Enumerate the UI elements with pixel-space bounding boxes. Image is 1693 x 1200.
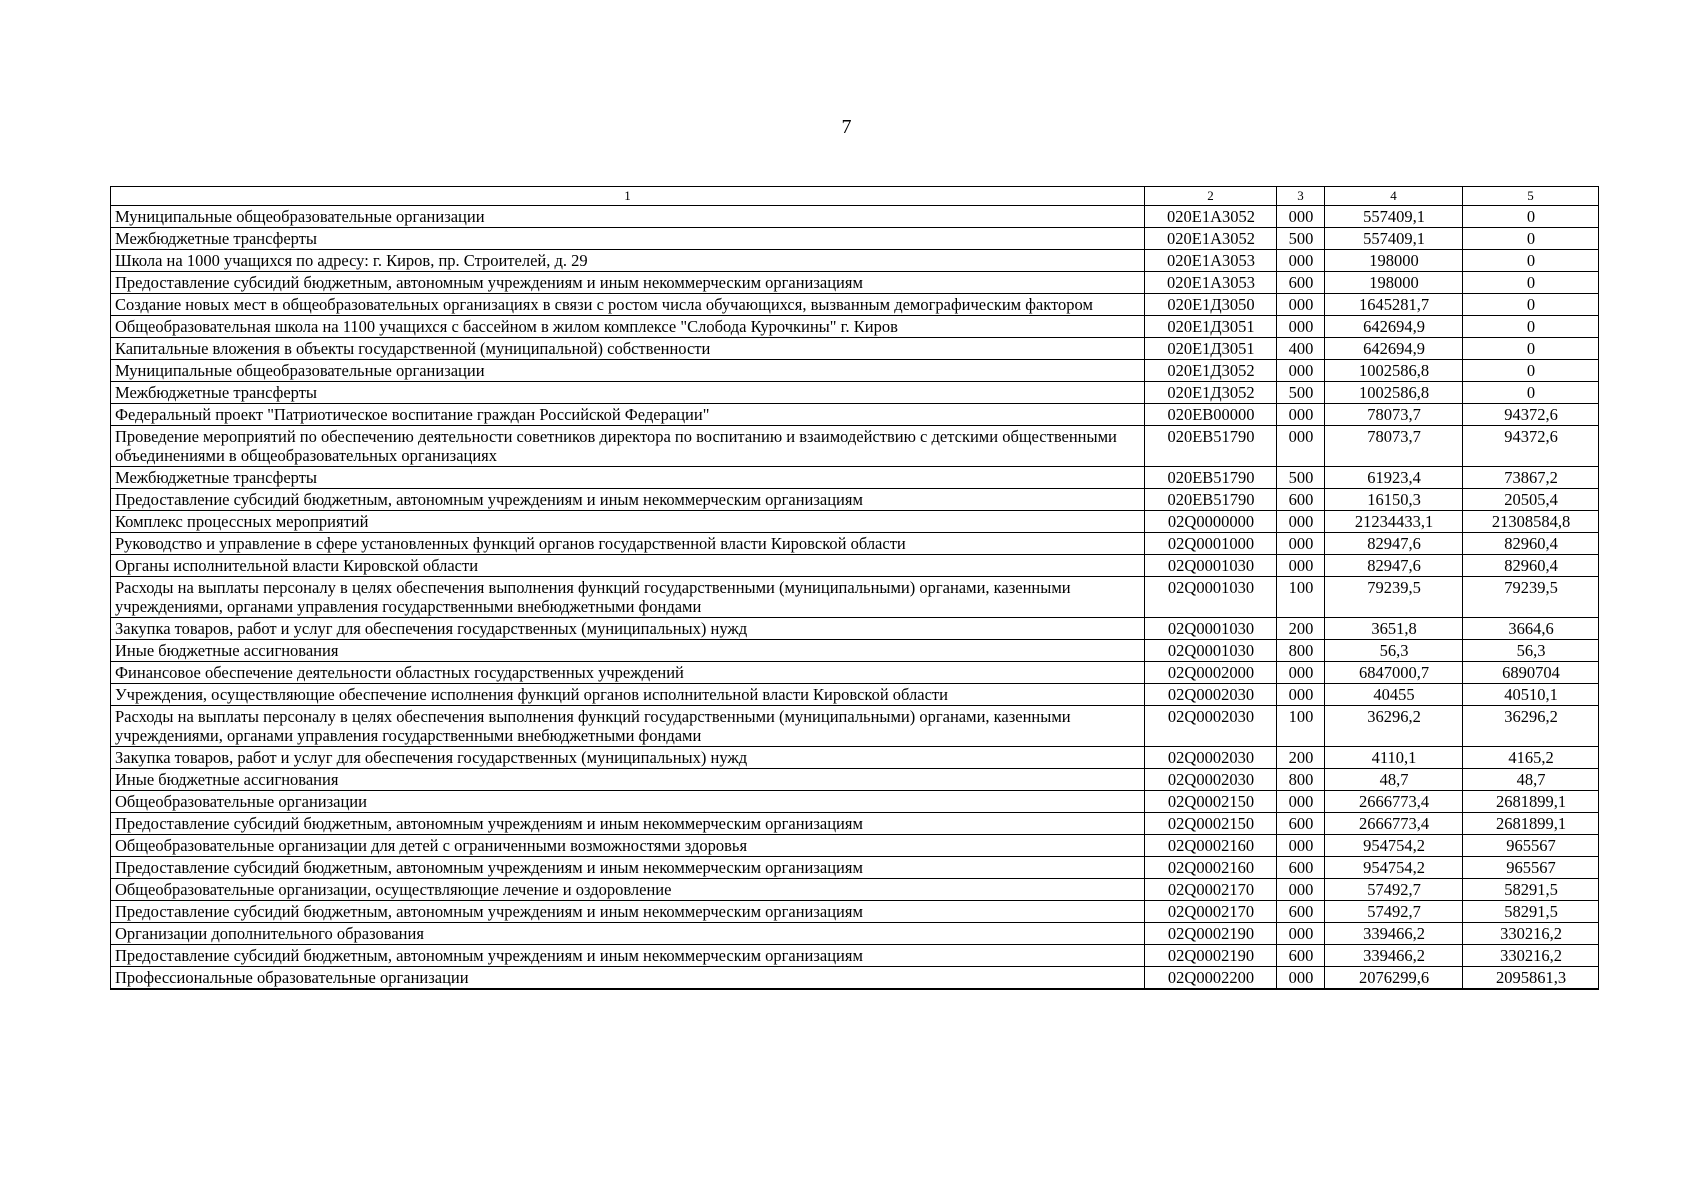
amount-year-1: 1645281,7 [1325,294,1463,316]
amount-year-2: 3664,6 [1463,618,1599,640]
amount-year-2: 0 [1463,250,1599,272]
row-name: Предоставление субсидий бюджетным, автономным учреждениям и иным некоммерческим организациям [111,945,1145,967]
table-row [111,747,1599,769]
target-article-code: 020EB51790 [1145,467,1277,489]
expense-type-code: 000 [1277,206,1325,228]
target-article-code: 02Q0001030 [1145,577,1277,618]
target-article-code: 02Q0002030 [1145,747,1277,769]
table-row [111,206,1599,228]
expense-type-code: 200 [1277,618,1325,640]
table-row [111,250,1599,272]
target-article-code: 020EB51790 [1145,489,1277,511]
amount-year-2: 0 [1463,316,1599,338]
amount-year-2: 4165,2 [1463,747,1599,769]
expense-type-code: 000 [1277,316,1325,338]
expense-type-code: 600 [1277,813,1325,835]
amount-year-2: 94372,6 [1463,404,1599,426]
amount-year-2: 965567 [1463,857,1599,879]
table-row [111,555,1599,577]
amount-year-1: 82947,6 [1325,533,1463,555]
table-row [111,316,1599,338]
expense-type-code: 000 [1277,967,1325,990]
row-name: Предоставление субсидий бюджетным, автономным учреждениям и иным некоммерческим организациям [111,857,1145,879]
amount-year-1: 78073,7 [1325,404,1463,426]
target-article-code: 02Q0002150 [1145,791,1277,813]
amount-year-1: 82947,6 [1325,555,1463,577]
target-article-code: 02Q0002030 [1145,684,1277,706]
target-article-code: 020EB00000 [1145,404,1277,426]
amount-year-1: 954754,2 [1325,835,1463,857]
row-name: Общеобразовательные организации [111,791,1145,813]
expense-type-code: 000 [1277,791,1325,813]
target-article-code: 02Q0002190 [1145,923,1277,945]
table-body [111,206,1599,990]
amount-year-2: 0 [1463,338,1599,360]
expense-type-code: 000 [1277,662,1325,684]
expense-type-code: 500 [1277,382,1325,404]
row-name: Межбюджетные трансферты [111,467,1145,489]
column-header-3: 3 [1277,187,1325,206]
expense-type-code: 400 [1277,338,1325,360]
amount-year-1: 3651,8 [1325,618,1463,640]
amount-year-1: 40455 [1325,684,1463,706]
amount-year-1: 642694,9 [1325,316,1463,338]
amount-year-2: 330216,2 [1463,945,1599,967]
amount-year-2: 79239,5 [1463,577,1599,618]
row-name: Межбюджетные трансферты [111,382,1145,404]
amount-year-1: 21234433,1 [1325,511,1463,533]
target-article-code: 02Q0002030 [1145,706,1277,747]
row-name: Закупка товаров, работ и услуг для обеспечения государственных (муниципальных) нужд [111,747,1145,769]
amount-year-2: 0 [1463,294,1599,316]
target-article-code: 02Q0002160 [1145,857,1277,879]
page-number: 7 [841,116,852,138]
table-row [111,684,1599,706]
amount-year-1: 339466,2 [1325,923,1463,945]
amount-year-1: 79239,5 [1325,577,1463,618]
expense-type-code: 000 [1277,533,1325,555]
table-row [111,382,1599,404]
target-article-code: 02Q0002190 [1145,945,1277,967]
row-name: Предоставление субсидий бюджетным, автономным учреждениям и иным некоммерческим организациям [111,901,1145,923]
amount-year-2: 0 [1463,206,1599,228]
amount-year-2: 0 [1463,382,1599,404]
expense-type-code: 200 [1277,747,1325,769]
table-row [111,272,1599,294]
table-row [111,835,1599,857]
expense-type-code: 100 [1277,706,1325,747]
expense-type-code: 800 [1277,769,1325,791]
row-name: Создание новых мест в общеобразовательных организациях в связи с ростом числа обучающихся, вызванным демографическим фактором [111,294,1145,316]
amount-year-2: 330216,2 [1463,923,1599,945]
amount-year-2: 73867,2 [1463,467,1599,489]
amount-year-1: 642694,9 [1325,338,1463,360]
row-name: Федеральный проект "Патриотическое воспитание граждан Российской Федерации" [111,404,1145,426]
amount-year-2: 82960,4 [1463,533,1599,555]
row-name: Расходы на выплаты персоналу в целях обеспечения выполнения функций государственными (муниципальными) органами, казенными учреждениями, органами управления государственными внебюджетными фондами [111,577,1145,618]
row-name: Закупка товаров, работ и услуг для обеспечения государственных (муниципальных) нужд [111,618,1145,640]
column-header-1: 1 [111,187,1145,206]
expense-type-code: 000 [1277,250,1325,272]
table-row [111,404,1599,426]
amount-year-1: 198000 [1325,272,1463,294]
amount-year-1: 56,3 [1325,640,1463,662]
row-name: Общеобразовательные организации, осуществляющие лечение и оздоровление [111,879,1145,901]
row-name: Иные бюджетные ассигнования [111,769,1145,791]
row-name: Предоставление субсидий бюджетным, автономным учреждениям и иным некоммерческим организациям [111,272,1145,294]
table-row [111,791,1599,813]
expense-type-code: 000 [1277,360,1325,382]
expense-type-code: 000 [1277,835,1325,857]
target-article-code: 020E1A3052 [1145,206,1277,228]
expense-type-code: 600 [1277,901,1325,923]
amount-year-1: 78073,7 [1325,426,1463,467]
amount-year-1: 4110,1 [1325,747,1463,769]
target-article-code: 02Q0002160 [1145,835,1277,857]
amount-year-2: 94372,6 [1463,426,1599,467]
table-row [111,923,1599,945]
target-article-code: 02Q0002000 [1145,662,1277,684]
table-row [111,706,1599,747]
expense-type-code: 600 [1277,489,1325,511]
amount-year-2: 0 [1463,360,1599,382]
expense-type-code: 500 [1277,228,1325,250]
target-article-code: 02Q0001000 [1145,533,1277,555]
amount-year-2: 56,3 [1463,640,1599,662]
amount-year-2: 0 [1463,272,1599,294]
amount-year-2: 58291,5 [1463,879,1599,901]
table-row [111,857,1599,879]
table-row [111,228,1599,250]
row-name: Проведение мероприятий по обеспечению деятельности советников директора по воспитанию и взаимодействию с детскими общественными объединениями в общеобразовательных организациях [111,426,1145,467]
target-article-code: 02Q0000000 [1145,511,1277,533]
row-name: Капитальные вложения в объекты государственной (муниципальной) собственности [111,338,1145,360]
amount-year-1: 61923,4 [1325,467,1463,489]
expense-type-code: 000 [1277,879,1325,901]
expense-type-code: 000 [1277,511,1325,533]
expense-type-code: 000 [1277,684,1325,706]
column-header-2: 2 [1145,187,1277,206]
row-name: Учреждения, осуществляющие обеспечение исполнения функций органов исполнительной власти Кировской области [111,684,1145,706]
amount-year-1: 557409,1 [1325,228,1463,250]
target-article-code: 02Q0002030 [1145,769,1277,791]
amount-year-2: 48,7 [1463,769,1599,791]
expense-type-code: 800 [1277,640,1325,662]
target-article-code: 020E1Д3052 [1145,382,1277,404]
table-row [111,945,1599,967]
amount-year-2: 0 [1463,228,1599,250]
amount-year-2: 82960,4 [1463,555,1599,577]
amount-year-1: 2666773,4 [1325,813,1463,835]
row-name: Органы исполнительной власти Кировской области [111,555,1145,577]
table-row [111,901,1599,923]
expense-type-code: 600 [1277,857,1325,879]
table-row [111,511,1599,533]
expense-type-code: 500 [1277,467,1325,489]
table-row [111,533,1599,555]
table-row [111,640,1599,662]
target-article-code: 020E1Д3052 [1145,360,1277,382]
expense-type-code: 000 [1277,294,1325,316]
column-header-4: 4 [1325,187,1463,206]
amount-year-1: 198000 [1325,250,1463,272]
expense-type-code: 000 [1277,426,1325,467]
amount-year-1: 557409,1 [1325,206,1463,228]
amount-year-1: 36296,2 [1325,706,1463,747]
amount-year-1: 57492,7 [1325,879,1463,901]
amount-year-1: 57492,7 [1325,901,1463,923]
expense-type-code: 100 [1277,577,1325,618]
amount-year-1: 1002586,8 [1325,360,1463,382]
amount-year-2: 58291,5 [1463,901,1599,923]
table-row [111,489,1599,511]
amount-year-1: 954754,2 [1325,857,1463,879]
amount-year-1: 2076299,6 [1325,967,1463,990]
amount-year-1: 2666773,4 [1325,791,1463,813]
row-name: Межбюджетные трансферты [111,228,1145,250]
amount-year-2: 2681899,1 [1463,791,1599,813]
target-article-code: 02Q0002170 [1145,901,1277,923]
row-name: Профессиональные образовательные организации [111,967,1145,990]
row-name: Предоставление субсидий бюджетным, автономным учреждениям и иным некоммерческим организациям [111,813,1145,835]
column-header-5: 5 [1463,187,1599,206]
target-article-code: 02Q0002200 [1145,967,1277,990]
expense-type-code: 000 [1277,404,1325,426]
row-name: Расходы на выплаты персоналу в целях обеспечения выполнения функций государственными (муниципальными) органами, казенными учреждениями, органами управления государственными внебюджетными фондами [111,706,1145,747]
row-name: Общеобразовательная школа на 1100 учащихся с бассейном в жилом комплексе "Слобода Курочкины" г. Киров [111,316,1145,338]
table-row [111,813,1599,835]
row-name: Школа на 1000 учащихся по адресу: г. Киров, пр. Строителей, д. 29 [111,250,1145,272]
target-article-code: 02Q0001030 [1145,555,1277,577]
target-article-code: 02Q0001030 [1145,640,1277,662]
table-row [111,618,1599,640]
table-row [111,360,1599,382]
target-article-code: 020E1Д3050 [1145,294,1277,316]
table-row [111,879,1599,901]
row-name: Финансовое обеспечение деятельности областных государственных учреждений [111,662,1145,684]
target-article-code: 020E1Д3051 [1145,338,1277,360]
expense-type-code: 000 [1277,555,1325,577]
target-article-code: 020E1A3053 [1145,250,1277,272]
table-row [111,769,1599,791]
amount-year-2: 6890704 [1463,662,1599,684]
target-article-code: 02Q0001030 [1145,618,1277,640]
target-article-code: 020E1Д3051 [1145,316,1277,338]
row-name: Муниципальные общеобразовательные организации [111,206,1145,228]
amount-year-1: 48,7 [1325,769,1463,791]
amount-year-2: 965567 [1463,835,1599,857]
row-name: Комплекс процессных мероприятий [111,511,1145,533]
row-name: Организации дополнительного образования [111,923,1145,945]
table-header-row [111,187,1599,206]
budget-table [110,186,1599,990]
amount-year-1: 16150,3 [1325,489,1463,511]
table-row [111,577,1599,618]
expense-type-code: 600 [1277,272,1325,294]
target-article-code: 02Q0002150 [1145,813,1277,835]
row-name: Муниципальные общеобразовательные организации [111,360,1145,382]
expense-type-code: 600 [1277,945,1325,967]
amount-year-2: 2681899,1 [1463,813,1599,835]
row-name: Предоставление субсидий бюджетным, автономным учреждениям и иным некоммерческим организациям [111,489,1145,511]
table-row [111,426,1599,467]
target-article-code: 020E1A3052 [1145,228,1277,250]
amount-year-1: 6847000,7 [1325,662,1463,684]
target-article-code: 020E1A3053 [1145,272,1277,294]
table-row [111,338,1599,360]
target-article-code: 02Q0002170 [1145,879,1277,901]
table-row [111,662,1599,684]
row-name: Иные бюджетные ассигнования [111,640,1145,662]
target-article-code: 020EB51790 [1145,426,1277,467]
row-name: Общеобразовательные организации для детей с ограниченными возможностями здоровья [111,835,1145,857]
table-row [111,967,1599,990]
amount-year-2: 2095861,3 [1463,967,1599,990]
table-row [111,294,1599,316]
amount-year-2: 20505,4 [1463,489,1599,511]
amount-year-1: 339466,2 [1325,945,1463,967]
expense-type-code: 000 [1277,923,1325,945]
table-row [111,467,1599,489]
amount-year-2: 36296,2 [1463,706,1599,747]
amount-year-2: 40510,1 [1463,684,1599,706]
row-name: Руководство и управление в сфере установленных функций органов государственной власти Кировской области [111,533,1145,555]
amount-year-1: 1002586,8 [1325,382,1463,404]
amount-year-2: 21308584,8 [1463,511,1599,533]
